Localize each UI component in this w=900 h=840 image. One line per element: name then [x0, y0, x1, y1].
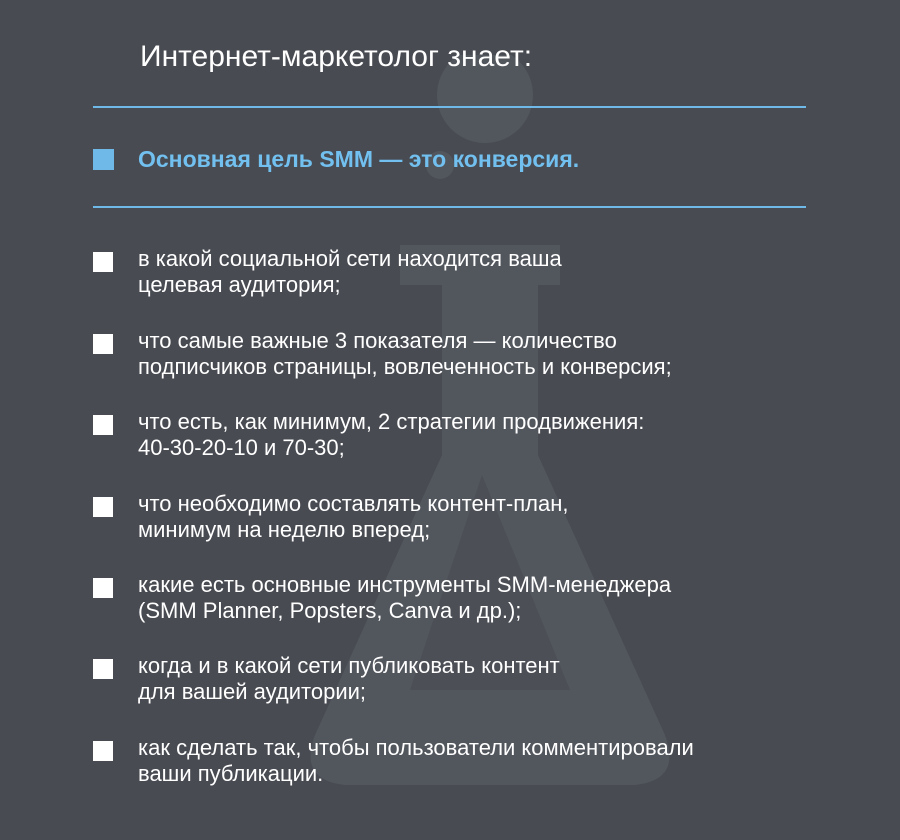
checkbox-icon	[93, 415, 113, 435]
list-item-text: что есть, как минимум, 2 стратегии продвижения: 40-30-20-10 и 70-30;	[138, 409, 645, 460]
list-item-text: в какой социальной сети находится ваша целевая аудитория;	[138, 246, 562, 297]
list-item-text: какие есть основные инструменты SMM-менеджера (SMM Planner, Popsters, Canva и др.);	[138, 572, 672, 623]
page-title: Интернет-маркетолог знает:	[140, 40, 533, 73]
accent-square-icon	[93, 149, 114, 170]
list-item-text: что самые важные 3 показателя — количество подписчиков страницы, вовлеченность и конверсия;	[138, 328, 672, 379]
list-item-text: что необходимо составлять контент-план, минимум на неделю вперед;	[138, 491, 569, 542]
checkbox-icon	[93, 578, 113, 598]
checkbox-icon	[93, 334, 113, 354]
checkbox-icon	[93, 741, 113, 761]
bottom-divider	[93, 206, 806, 208]
checkbox-icon	[93, 659, 113, 679]
key-point	[93, 146, 579, 173]
list-item-text: когда и в какой сети публиковать контент для вашей аудитории;	[138, 653, 560, 704]
checkbox-icon	[93, 497, 113, 517]
checkbox-icon	[93, 252, 113, 272]
top-divider	[93, 106, 806, 108]
list-item-text: как сделать так, чтобы пользователи комментировали ваши публикации.	[138, 735, 694, 786]
key-point-text: Основная цель SMM — это конверсия.	[138, 146, 580, 172]
